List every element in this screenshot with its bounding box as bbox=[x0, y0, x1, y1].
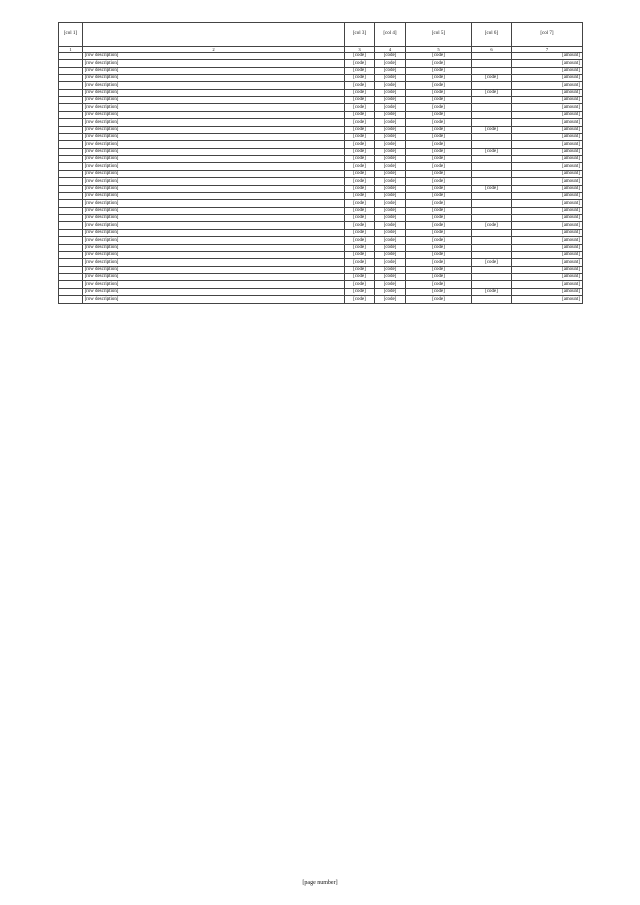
table-row bbox=[59, 119, 583, 126]
header-name bbox=[83, 23, 345, 47]
cell-section: [code] bbox=[345, 215, 375, 222]
cell-subsection: [code] bbox=[375, 163, 406, 170]
cell-subsection: [code] bbox=[375, 229, 406, 236]
cell-name: [row description] bbox=[83, 192, 345, 199]
cell-amount: [amount] bbox=[512, 60, 583, 67]
cell-num bbox=[59, 185, 83, 192]
cell-amount: [amount] bbox=[512, 67, 583, 74]
cell-exp-type bbox=[472, 192, 512, 199]
col-index: 1 bbox=[59, 46, 83, 52]
table-body bbox=[59, 52, 583, 303]
cell-name: [row description] bbox=[83, 170, 345, 177]
table-row bbox=[59, 111, 583, 118]
cell-section: [code] bbox=[345, 60, 375, 67]
cell-subsection: [code] bbox=[375, 141, 406, 148]
cell-target: [code] bbox=[406, 133, 472, 140]
cell-subsection: [code] bbox=[375, 148, 406, 155]
cell-num bbox=[59, 67, 83, 74]
table-row bbox=[59, 222, 583, 229]
cell-target: [code] bbox=[406, 52, 472, 59]
cell-exp-type bbox=[472, 60, 512, 67]
cell-target: [code] bbox=[406, 259, 472, 266]
cell-amount: [amount] bbox=[512, 274, 583, 281]
cell-target: [code] bbox=[406, 111, 472, 118]
cell-section: [code] bbox=[345, 148, 375, 155]
table-row bbox=[59, 133, 583, 140]
cell-section: [code] bbox=[345, 126, 375, 133]
cell-section: [code] bbox=[345, 207, 375, 214]
cell-num bbox=[59, 119, 83, 126]
cell-name: [row description] bbox=[83, 52, 345, 59]
cell-num bbox=[59, 170, 83, 177]
cell-name: [row description] bbox=[83, 244, 345, 251]
cell-target: [code] bbox=[406, 178, 472, 185]
table-row bbox=[59, 200, 583, 207]
header-amount: [col 7] bbox=[512, 23, 583, 47]
cell-section: [code] bbox=[345, 119, 375, 126]
cell-subsection: [code] bbox=[375, 192, 406, 199]
cell-name: [row description] bbox=[83, 148, 345, 155]
cell-section: [code] bbox=[345, 163, 375, 170]
table-row bbox=[59, 244, 583, 251]
cell-name: [row description] bbox=[83, 296, 345, 303]
cell-exp-type bbox=[472, 266, 512, 273]
cell-amount: [amount] bbox=[512, 251, 583, 258]
cell-exp-type bbox=[472, 133, 512, 140]
cell-amount: [amount] bbox=[512, 222, 583, 229]
cell-amount: [amount] bbox=[512, 281, 583, 288]
cell-amount: [amount] bbox=[512, 104, 583, 111]
cell-target: [code] bbox=[406, 274, 472, 281]
cell-exp-type bbox=[472, 111, 512, 118]
cell-num bbox=[59, 259, 83, 266]
cell-target: [code] bbox=[406, 148, 472, 155]
cell-amount: [amount] bbox=[512, 266, 583, 273]
table-row bbox=[59, 82, 583, 89]
cell-subsection: [code] bbox=[375, 170, 406, 177]
cell-amount: [amount] bbox=[512, 74, 583, 81]
table-row bbox=[59, 215, 583, 222]
cell-section: [code] bbox=[345, 229, 375, 236]
cell-exp-type bbox=[472, 251, 512, 258]
cell-subsection: [code] bbox=[375, 82, 406, 89]
cell-subsection: [code] bbox=[375, 60, 406, 67]
cell-num bbox=[59, 215, 83, 222]
cell-section: [code] bbox=[345, 74, 375, 81]
cell-target: [code] bbox=[406, 60, 472, 67]
cell-section: [code] bbox=[345, 104, 375, 111]
cell-target: [code] bbox=[406, 237, 472, 244]
cell-exp-type bbox=[472, 296, 512, 303]
table-row bbox=[59, 156, 583, 163]
cell-exp-type bbox=[472, 215, 512, 222]
cell-exp-type bbox=[472, 141, 512, 148]
cell-target: [code] bbox=[406, 288, 472, 295]
cell-amount: [amount] bbox=[512, 119, 583, 126]
table-row bbox=[59, 178, 583, 185]
cell-target: [code] bbox=[406, 104, 472, 111]
cell-num bbox=[59, 60, 83, 67]
cell-name: [row description] bbox=[83, 259, 345, 266]
cell-name: [row description] bbox=[83, 60, 345, 67]
cell-exp-type: [code] bbox=[472, 222, 512, 229]
cell-section: [code] bbox=[345, 97, 375, 104]
header-target: [col 5] bbox=[406, 23, 472, 47]
cell-exp-type bbox=[472, 281, 512, 288]
cell-subsection: [code] bbox=[375, 89, 406, 96]
cell-name: [row description] bbox=[83, 67, 345, 74]
cell-target: [code] bbox=[406, 296, 472, 303]
table-row bbox=[59, 274, 583, 281]
cell-target: [code] bbox=[406, 185, 472, 192]
cell-amount: [amount] bbox=[512, 148, 583, 155]
cell-num bbox=[59, 296, 83, 303]
cell-target: [code] bbox=[406, 156, 472, 163]
cell-name: [row description] bbox=[83, 104, 345, 111]
table-row bbox=[59, 207, 583, 214]
cell-section: [code] bbox=[345, 281, 375, 288]
cell-section: [code] bbox=[345, 222, 375, 229]
cell-subsection: [code] bbox=[375, 126, 406, 133]
cell-subsection: [code] bbox=[375, 200, 406, 207]
cell-target: [code] bbox=[406, 141, 472, 148]
cell-amount: [amount] bbox=[512, 185, 583, 192]
cell-amount: [amount] bbox=[512, 207, 583, 214]
cell-section: [code] bbox=[345, 156, 375, 163]
table-row bbox=[59, 89, 583, 96]
cell-amount: [amount] bbox=[512, 170, 583, 177]
cell-subsection: [code] bbox=[375, 274, 406, 281]
table-row bbox=[59, 148, 583, 155]
cell-target: [code] bbox=[406, 97, 472, 104]
cell-target: [code] bbox=[406, 192, 472, 199]
cell-amount: [amount] bbox=[512, 163, 583, 170]
cell-name: [row description] bbox=[83, 89, 345, 96]
cell-exp-type: [code] bbox=[472, 288, 512, 295]
cell-num bbox=[59, 244, 83, 251]
cell-section: [code] bbox=[345, 133, 375, 140]
table-row bbox=[59, 67, 583, 74]
cell-name: [row description] bbox=[83, 111, 345, 118]
table-row bbox=[59, 185, 583, 192]
header-subsection: [col 4] bbox=[375, 23, 406, 47]
cell-subsection: [code] bbox=[375, 266, 406, 273]
cell-name: [row description] bbox=[83, 163, 345, 170]
cell-name: [row description] bbox=[83, 288, 345, 295]
cell-target: [code] bbox=[406, 89, 472, 96]
cell-num bbox=[59, 163, 83, 170]
cell-num bbox=[59, 97, 83, 104]
cell-section: [code] bbox=[345, 192, 375, 199]
cell-exp-type bbox=[472, 170, 512, 177]
cell-exp-type bbox=[472, 119, 512, 126]
cell-exp-type bbox=[472, 274, 512, 281]
cell-name: [row description] bbox=[83, 229, 345, 236]
cell-amount: [amount] bbox=[512, 229, 583, 236]
table-header bbox=[59, 23, 583, 53]
cell-section: [code] bbox=[345, 251, 375, 258]
cell-amount: [amount] bbox=[512, 126, 583, 133]
cell-amount: [amount] bbox=[512, 215, 583, 222]
cell-amount: [amount] bbox=[512, 89, 583, 96]
cell-target: [code] bbox=[406, 126, 472, 133]
cell-target: [code] bbox=[406, 119, 472, 126]
cell-exp-type bbox=[472, 52, 512, 59]
cell-amount: [amount] bbox=[512, 97, 583, 104]
cell-amount: [amount] bbox=[512, 156, 583, 163]
col-index: 3 bbox=[345, 46, 375, 52]
cell-name: [row description] bbox=[83, 281, 345, 288]
table-row bbox=[59, 163, 583, 170]
cell-section: [code] bbox=[345, 274, 375, 281]
cell-target: [code] bbox=[406, 222, 472, 229]
cell-exp-type bbox=[472, 244, 512, 251]
cell-target: [code] bbox=[406, 74, 472, 81]
col-index: 6 bbox=[472, 46, 512, 52]
cell-section: [code] bbox=[345, 237, 375, 244]
table-row bbox=[59, 237, 583, 244]
header-exp-type: [col 6] bbox=[472, 23, 512, 47]
cell-target: [code] bbox=[406, 215, 472, 222]
header-num: [col 1] bbox=[59, 23, 83, 47]
cell-name: [row description] bbox=[83, 119, 345, 126]
cell-num bbox=[59, 141, 83, 148]
cell-num bbox=[59, 200, 83, 207]
cell-num bbox=[59, 82, 83, 89]
cell-target: [code] bbox=[406, 281, 472, 288]
cell-amount: [amount] bbox=[512, 141, 583, 148]
cell-num bbox=[59, 207, 83, 214]
cell-num bbox=[59, 281, 83, 288]
cell-exp-type bbox=[472, 207, 512, 214]
cell-section: [code] bbox=[345, 288, 375, 295]
table-row bbox=[59, 60, 583, 67]
cell-num bbox=[59, 266, 83, 273]
cell-num bbox=[59, 178, 83, 185]
cell-amount: [amount] bbox=[512, 200, 583, 207]
table-row bbox=[59, 288, 583, 295]
cell-num bbox=[59, 104, 83, 111]
cell-name: [row description] bbox=[83, 82, 345, 89]
cell-num bbox=[59, 148, 83, 155]
cell-section: [code] bbox=[345, 244, 375, 251]
cell-num bbox=[59, 251, 83, 258]
cell-num bbox=[59, 288, 83, 295]
cell-target: [code] bbox=[406, 163, 472, 170]
cell-num bbox=[59, 274, 83, 281]
cell-name: [row description] bbox=[83, 74, 345, 81]
cell-name: [row description] bbox=[83, 97, 345, 104]
cell-amount: [amount] bbox=[512, 296, 583, 303]
cell-subsection: [code] bbox=[375, 111, 406, 118]
cell-section: [code] bbox=[345, 170, 375, 177]
cell-subsection: [code] bbox=[375, 52, 406, 59]
header-section: [col 3] bbox=[345, 23, 375, 47]
cell-target: [code] bbox=[406, 67, 472, 74]
cell-target: [code] bbox=[406, 251, 472, 258]
cell-target: [code] bbox=[406, 244, 472, 251]
cell-exp-type bbox=[472, 163, 512, 170]
cell-amount: [amount] bbox=[512, 111, 583, 118]
cell-target: [code] bbox=[406, 207, 472, 214]
cell-name: [row description] bbox=[83, 185, 345, 192]
cell-exp-type bbox=[472, 229, 512, 236]
cell-name: [row description] bbox=[83, 200, 345, 207]
table-row bbox=[59, 192, 583, 199]
cell-section: [code] bbox=[345, 82, 375, 89]
cell-subsection: [code] bbox=[375, 222, 406, 229]
col-index: 4 bbox=[375, 46, 406, 52]
cell-num bbox=[59, 229, 83, 236]
cell-section: [code] bbox=[345, 296, 375, 303]
cell-target: [code] bbox=[406, 200, 472, 207]
cell-num bbox=[59, 133, 83, 140]
cell-target: [code] bbox=[406, 229, 472, 236]
cell-exp-type bbox=[472, 104, 512, 111]
cell-exp-type bbox=[472, 156, 512, 163]
cell-subsection: [code] bbox=[375, 133, 406, 140]
cell-name: [row description] bbox=[83, 237, 345, 244]
cell-section: [code] bbox=[345, 200, 375, 207]
col-index: 2 bbox=[83, 46, 345, 52]
cell-subsection: [code] bbox=[375, 104, 406, 111]
cell-name: [row description] bbox=[83, 178, 345, 185]
cell-num bbox=[59, 156, 83, 163]
table-row bbox=[59, 52, 583, 59]
cell-amount: [amount] bbox=[512, 82, 583, 89]
cell-subsection: [code] bbox=[375, 237, 406, 244]
table-row bbox=[59, 141, 583, 148]
cell-subsection: [code] bbox=[375, 281, 406, 288]
cell-subsection: [code] bbox=[375, 178, 406, 185]
table-row bbox=[59, 281, 583, 288]
cell-num bbox=[59, 52, 83, 59]
table-row bbox=[59, 259, 583, 266]
cell-section: [code] bbox=[345, 185, 375, 192]
cell-section: [code] bbox=[345, 52, 375, 59]
cell-num bbox=[59, 89, 83, 96]
cell-target: [code] bbox=[406, 266, 472, 273]
table-row bbox=[59, 229, 583, 236]
cell-subsection: [code] bbox=[375, 67, 406, 74]
cell-amount: [amount] bbox=[512, 192, 583, 199]
cell-exp-type bbox=[472, 178, 512, 185]
cell-exp-type bbox=[472, 82, 512, 89]
cell-num bbox=[59, 126, 83, 133]
table-row bbox=[59, 104, 583, 111]
table-row bbox=[59, 126, 583, 133]
cell-subsection: [code] bbox=[375, 97, 406, 104]
table-row bbox=[59, 170, 583, 177]
cell-subsection: [code] bbox=[375, 259, 406, 266]
cell-subsection: [code] bbox=[375, 74, 406, 81]
cell-subsection: [code] bbox=[375, 296, 406, 303]
cell-subsection: [code] bbox=[375, 215, 406, 222]
cell-subsection: [code] bbox=[375, 119, 406, 126]
cell-amount: [amount] bbox=[512, 259, 583, 266]
table-row bbox=[59, 74, 583, 81]
cell-exp-type: [code] bbox=[472, 185, 512, 192]
cell-name: [row description] bbox=[83, 266, 345, 273]
cell-name: [row description] bbox=[83, 133, 345, 140]
cell-amount: [amount] bbox=[512, 237, 583, 244]
cell-amount: [amount] bbox=[512, 133, 583, 140]
cell-num bbox=[59, 192, 83, 199]
cell-name: [row description] bbox=[83, 207, 345, 214]
cell-name: [row description] bbox=[83, 251, 345, 258]
cell-amount: [amount] bbox=[512, 178, 583, 185]
cell-section: [code] bbox=[345, 111, 375, 118]
cell-exp-type: [code] bbox=[472, 148, 512, 155]
cell-num bbox=[59, 222, 83, 229]
col-index: 7 bbox=[512, 46, 583, 52]
cell-exp-type: [code] bbox=[472, 259, 512, 266]
cell-exp-type: [code] bbox=[472, 126, 512, 133]
cell-section: [code] bbox=[345, 178, 375, 185]
cell-section: [code] bbox=[345, 266, 375, 273]
cell-amount: [amount] bbox=[512, 288, 583, 295]
cell-amount: [amount] bbox=[512, 52, 583, 59]
budget-table-page bbox=[58, 22, 582, 304]
cell-section: [code] bbox=[345, 89, 375, 96]
cell-name: [row description] bbox=[83, 126, 345, 133]
cell-exp-type bbox=[472, 97, 512, 104]
cell-target: [code] bbox=[406, 82, 472, 89]
cell-exp-type bbox=[472, 200, 512, 207]
cell-target: [code] bbox=[406, 170, 472, 177]
cell-exp-type bbox=[472, 237, 512, 244]
table-row bbox=[59, 97, 583, 104]
cell-subsection: [code] bbox=[375, 251, 406, 258]
cell-name: [row description] bbox=[83, 141, 345, 148]
cell-section: [code] bbox=[345, 141, 375, 148]
cell-amount: [amount] bbox=[512, 244, 583, 251]
cell-name: [row description] bbox=[83, 215, 345, 222]
cell-subsection: [code] bbox=[375, 288, 406, 295]
cell-exp-type: [code] bbox=[472, 74, 512, 81]
budget-table bbox=[58, 22, 583, 304]
cell-subsection: [code] bbox=[375, 185, 406, 192]
col-index: 5 bbox=[406, 46, 472, 52]
cell-subsection: [code] bbox=[375, 244, 406, 251]
cell-num bbox=[59, 111, 83, 118]
cell-exp-type bbox=[472, 67, 512, 74]
cell-num bbox=[59, 237, 83, 244]
cell-name: [row description] bbox=[83, 222, 345, 229]
cell-subsection: [code] bbox=[375, 207, 406, 214]
cell-subsection: [code] bbox=[375, 156, 406, 163]
table-row bbox=[59, 296, 583, 303]
cell-num bbox=[59, 74, 83, 81]
table-row bbox=[59, 266, 583, 273]
cell-name: [row description] bbox=[83, 274, 345, 281]
cell-section: [code] bbox=[345, 67, 375, 74]
page-number: [page number] bbox=[302, 880, 338, 886]
cell-exp-type: [code] bbox=[472, 89, 512, 96]
cell-name: [row description] bbox=[83, 156, 345, 163]
table-row bbox=[59, 251, 583, 258]
cell-section: [code] bbox=[345, 259, 375, 266]
